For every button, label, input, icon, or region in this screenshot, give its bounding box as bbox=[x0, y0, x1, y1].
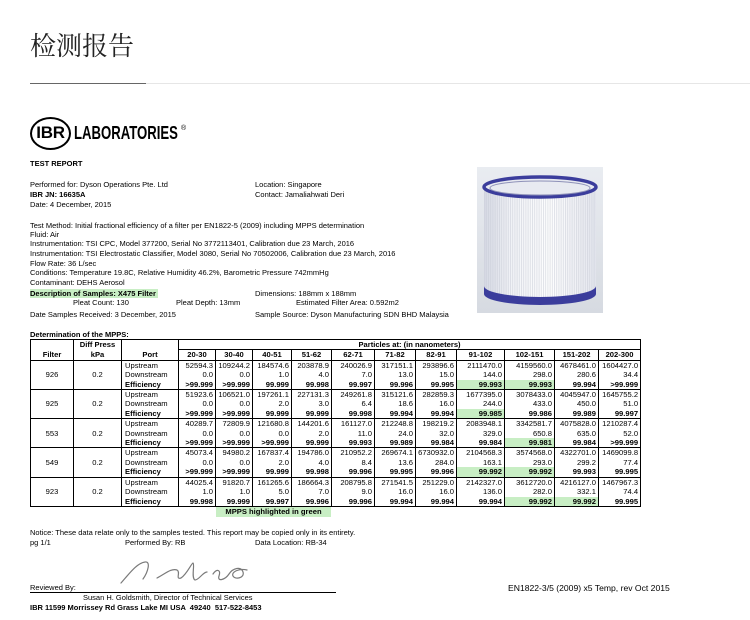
contact: Contact: Jamaliahwati Deri bbox=[255, 190, 345, 199]
value-cell: 144.0 bbox=[457, 370, 505, 379]
date-received: Date Samples Received: 3 December, 2015 bbox=[30, 310, 176, 319]
value-cell: 635.0 bbox=[555, 429, 599, 438]
value-cell: 8.4 bbox=[332, 458, 375, 467]
header-port: Port bbox=[122, 350, 179, 360]
value-cell: 99.994 bbox=[375, 409, 416, 419]
value-cell: >99.999 bbox=[216, 380, 253, 390]
value-cell: 1467967.3 bbox=[599, 477, 641, 487]
value-cell: 99.999 bbox=[292, 409, 332, 419]
header-size-71-82: 71-82 bbox=[375, 350, 416, 360]
value-cell: 99.998 bbox=[179, 497, 216, 507]
table-row bbox=[31, 487, 641, 496]
value-cell: 227131.3 bbox=[292, 390, 332, 400]
value-cell: 280.6 bbox=[555, 370, 599, 379]
value-cell: 72809.9 bbox=[216, 419, 253, 429]
value-cell: 161127.0 bbox=[332, 419, 375, 429]
value-cell: 298.0 bbox=[505, 370, 555, 379]
value-cell: 284.0 bbox=[416, 458, 457, 467]
table-row bbox=[31, 370, 641, 379]
diff-press-value: 0.2 bbox=[74, 477, 122, 506]
value-cell: 99.998 bbox=[292, 380, 332, 390]
mpps-cell: 99.993 bbox=[505, 380, 555, 390]
value-cell: 433.0 bbox=[505, 399, 555, 408]
filter-photo bbox=[477, 167, 603, 313]
mpps-legend: MPPS highlighted in green bbox=[216, 507, 331, 517]
performed-by: Performed By: RB bbox=[125, 538, 186, 547]
value-cell: 0.0 bbox=[216, 458, 253, 467]
value-cell: 186664.3 bbox=[292, 477, 332, 487]
contaminant: Contaminant: DEHS Aerosol bbox=[30, 278, 125, 287]
header-size-30-40: 30-40 bbox=[216, 350, 253, 360]
table-header-row bbox=[31, 340, 641, 350]
port-label: Upstream bbox=[122, 477, 179, 487]
header-size-151-202: 151-202 bbox=[555, 350, 599, 360]
value-cell: 32.0 bbox=[416, 429, 457, 438]
value-cell: 2104568.3 bbox=[457, 448, 505, 458]
value-cell: 99.989 bbox=[555, 409, 599, 419]
value-cell: 4678461.0 bbox=[555, 360, 599, 370]
value-cell: 99.999 bbox=[253, 380, 292, 390]
value-cell: 136.0 bbox=[457, 487, 505, 496]
header-size-202-300: 202-300 bbox=[599, 350, 641, 360]
value-cell: 0.0 bbox=[179, 458, 216, 467]
value-cell: 99.996 bbox=[292, 497, 332, 507]
value-cell: 18.6 bbox=[375, 399, 416, 408]
value-cell: 99.994 bbox=[457, 497, 505, 507]
filter-id: 926 bbox=[31, 360, 74, 389]
reviewer-name: Susan H. Goldsmith, Director of Technical Services bbox=[83, 593, 253, 602]
value-cell: 24.0 bbox=[375, 429, 416, 438]
port-label: Efficiency bbox=[122, 409, 179, 419]
value-cell: 99.984 bbox=[457, 438, 505, 448]
value-cell: 16.0 bbox=[375, 487, 416, 496]
value-cell: 3342581.7 bbox=[505, 419, 555, 429]
value-cell: 271541.5 bbox=[375, 477, 416, 487]
value-cell: 99.993 bbox=[332, 438, 375, 448]
table-row bbox=[31, 477, 641, 487]
value-cell: 13.0 bbox=[375, 370, 416, 379]
value-cell: 99.996 bbox=[416, 467, 457, 477]
value-cell: >99.999 bbox=[216, 438, 253, 448]
title-underline bbox=[30, 83, 146, 84]
value-cell: >99.999 bbox=[599, 380, 641, 390]
port-label: Efficiency bbox=[122, 467, 179, 477]
value-cell: 650.8 bbox=[505, 429, 555, 438]
header-diff-press: Diff Press bbox=[74, 340, 122, 350]
mpps-title: Determination of the MPPS: bbox=[30, 330, 129, 339]
value-cell: 99.996 bbox=[375, 380, 416, 390]
value-cell: 16.0 bbox=[416, 487, 457, 496]
table-row bbox=[31, 399, 641, 408]
header-filter-top bbox=[31, 340, 74, 350]
table-header-row bbox=[31, 350, 641, 360]
value-cell: 9.0 bbox=[332, 487, 375, 496]
value-cell: 1.0 bbox=[179, 487, 216, 496]
value-cell: 4159560.0 bbox=[505, 360, 555, 370]
value-cell: 299.2 bbox=[555, 458, 599, 467]
reviewed-by-label: Reviewed By: bbox=[30, 583, 76, 592]
value-cell: 0.0 bbox=[179, 429, 216, 438]
value-cell: 99.997 bbox=[332, 380, 375, 390]
value-cell: 34.4 bbox=[599, 370, 641, 379]
value-cell: 99.984 bbox=[416, 438, 457, 448]
value-cell: 99.999 bbox=[292, 438, 332, 448]
value-cell: 332.1 bbox=[555, 487, 599, 496]
table-row bbox=[31, 409, 641, 419]
value-cell: >99.999 bbox=[253, 438, 292, 448]
value-cell: 3574568.0 bbox=[505, 448, 555, 458]
port-label: Downstream bbox=[122, 458, 179, 467]
filter-area: Estimated Filter Area: 0.592m2 bbox=[296, 298, 399, 307]
value-cell: 3612720.0 bbox=[505, 477, 555, 487]
sample-description: Description of Samples: X475 Filter bbox=[30, 289, 156, 298]
dimensions: Dimensions: 188mm x 188mm bbox=[255, 289, 357, 298]
value-cell: >99.999 bbox=[179, 467, 216, 477]
value-cell: 13.6 bbox=[375, 458, 416, 467]
value-cell: 99.999 bbox=[253, 467, 292, 477]
test-method: Test Method: Initial fractional efficiency of a filter per EN1822-5 (2009) including MPPS determination bbox=[30, 221, 365, 230]
value-cell: 3078433.0 bbox=[505, 390, 555, 400]
job-number: IBR JN: 16635A bbox=[30, 190, 86, 199]
value-cell: 94980.2 bbox=[216, 448, 253, 458]
diff-press-value: 0.2 bbox=[74, 419, 122, 448]
table-row bbox=[31, 467, 641, 477]
fluid: Fluid: Air bbox=[30, 230, 60, 239]
port-label: Efficiency bbox=[122, 497, 179, 507]
mpps-cell: 99.992 bbox=[457, 467, 505, 477]
mpps-cell: 99.981 bbox=[505, 438, 555, 448]
value-cell: 99.989 bbox=[375, 438, 416, 448]
value-cell: 167837.4 bbox=[253, 448, 292, 458]
filter-id: 923 bbox=[31, 477, 74, 506]
value-cell: 4075828.0 bbox=[555, 419, 599, 429]
value-cell: 450.0 bbox=[555, 399, 599, 408]
value-cell: 2.0 bbox=[292, 429, 332, 438]
value-cell: 1.0 bbox=[216, 487, 253, 496]
value-cell: 99.995 bbox=[416, 380, 457, 390]
value-cell: 1677395.0 bbox=[457, 390, 505, 400]
port-label: Downstream bbox=[122, 429, 179, 438]
value-cell: 2083948.1 bbox=[457, 419, 505, 429]
value-cell: 99.997 bbox=[599, 409, 641, 419]
value-cell: 99.994 bbox=[555, 380, 599, 390]
value-cell: 317151.1 bbox=[375, 360, 416, 370]
port-label: Downstream bbox=[122, 487, 179, 496]
table-row bbox=[31, 380, 641, 390]
port-label: Upstream bbox=[122, 360, 179, 370]
value-cell: 4216127.0 bbox=[555, 477, 599, 487]
mpps-cell: 99.985 bbox=[457, 409, 505, 419]
value-cell: 269674.1 bbox=[375, 448, 416, 458]
value-cell: 1469099.8 bbox=[599, 448, 641, 458]
value-cell: 144201.6 bbox=[292, 419, 332, 429]
value-cell: 161265.6 bbox=[253, 477, 292, 487]
header-filter: Filter bbox=[31, 350, 74, 360]
value-cell: 212248.8 bbox=[375, 419, 416, 429]
mpps-cell: 99.992 bbox=[505, 467, 555, 477]
diff-press-value: 0.2 bbox=[74, 390, 122, 419]
logo-name: LABORATORIES bbox=[74, 123, 178, 143]
value-cell: 99.993 bbox=[555, 467, 599, 477]
header-particles: Particles at: (in nanometers) bbox=[179, 340, 641, 350]
report-date: Date: 4 December, 2015 bbox=[30, 200, 112, 209]
table-row bbox=[31, 429, 641, 438]
value-cell: 184574.6 bbox=[253, 360, 292, 370]
value-cell: 106521.0 bbox=[216, 390, 253, 400]
filter-id: 549 bbox=[31, 448, 74, 477]
value-cell: 99.994 bbox=[375, 497, 416, 507]
mpps-table-header bbox=[31, 340, 641, 361]
port-label: Efficiency bbox=[122, 380, 179, 390]
logo-registered-mark: ® bbox=[181, 125, 187, 132]
value-cell: 6730932.0 bbox=[416, 448, 457, 458]
header-size-51-62: 51-62 bbox=[292, 350, 332, 360]
value-cell: 4.0 bbox=[292, 370, 332, 379]
diff-press-value: 0.2 bbox=[74, 448, 122, 477]
sample-source: Sample Source: Dyson Manufacturing SDN BHD Malaysia bbox=[255, 310, 449, 319]
value-cell: 0.0 bbox=[216, 399, 253, 408]
value-cell: 282.0 bbox=[505, 487, 555, 496]
lab-address: IBR 11599 Morrissey Rd Grass Lake MI USA 49240 517-522-8453 bbox=[30, 603, 262, 612]
value-cell: 4322701.0 bbox=[555, 448, 599, 458]
performed-for: Performed for: Dyson Operations Pte. Ltd bbox=[30, 180, 168, 189]
port-label: Efficiency bbox=[122, 438, 179, 448]
value-cell: 249261.8 bbox=[332, 390, 375, 400]
value-cell: 91820.7 bbox=[216, 477, 253, 487]
flow-rate: Flow Rate: 36 L/sec bbox=[30, 259, 97, 268]
value-cell: 99.995 bbox=[599, 467, 641, 477]
value-cell: 5.0 bbox=[253, 487, 292, 496]
value-cell: 99.984 bbox=[555, 438, 599, 448]
value-cell: 0.0 bbox=[179, 399, 216, 408]
value-cell: 44025.4 bbox=[179, 477, 216, 487]
mpps-section bbox=[30, 339, 640, 517]
value-cell: 0.0 bbox=[216, 429, 253, 438]
value-cell: 282859.3 bbox=[416, 390, 457, 400]
value-cell: 251229.0 bbox=[416, 477, 457, 487]
value-cell: 51923.6 bbox=[179, 390, 216, 400]
page-title: 检测报告 bbox=[30, 32, 135, 62]
title-divider bbox=[146, 83, 750, 84]
value-cell: 244.0 bbox=[457, 399, 505, 408]
value-cell: 7.0 bbox=[332, 370, 375, 379]
diff-press-value: 0.2 bbox=[74, 360, 122, 389]
value-cell: 194786.0 bbox=[292, 448, 332, 458]
table-row bbox=[31, 458, 641, 467]
value-cell: 99.994 bbox=[416, 497, 457, 507]
port-label: Downstream bbox=[122, 399, 179, 408]
value-cell: >99.999 bbox=[216, 467, 253, 477]
value-cell: >99.999 bbox=[179, 409, 216, 419]
notice: Notice: These data relate only to the samples tested. This report may be copied only in its entirety. bbox=[30, 528, 356, 537]
value-cell: 0.0 bbox=[179, 370, 216, 379]
value-cell: 74.4 bbox=[599, 487, 641, 496]
conditions: Conditions: Temperature 19.8C, Relative Humidity 46.2%, Barometric Pressure 742mmHg bbox=[30, 268, 329, 277]
value-cell: >99.999 bbox=[179, 438, 216, 448]
value-cell: 7.0 bbox=[292, 487, 332, 496]
mpps-table-body bbox=[31, 360, 641, 506]
value-cell: 99.995 bbox=[599, 497, 641, 507]
table-row bbox=[31, 497, 641, 507]
value-cell: 1645755.2 bbox=[599, 390, 641, 400]
value-cell: 109244.2 bbox=[216, 360, 253, 370]
data-location: Data Location: RB-34 bbox=[255, 538, 327, 547]
value-cell: 4045947.0 bbox=[555, 390, 599, 400]
value-cell: 208795.8 bbox=[332, 477, 375, 487]
value-cell: >99.999 bbox=[179, 380, 216, 390]
pleat-count: Pleat Count: 130 bbox=[73, 298, 129, 307]
value-cell: 240026.9 bbox=[332, 360, 375, 370]
value-cell: 2111470.0 bbox=[457, 360, 505, 370]
value-cell: 293.0 bbox=[505, 458, 555, 467]
mpps-cell: 99.992 bbox=[505, 497, 555, 507]
value-cell: 2142327.0 bbox=[457, 477, 505, 487]
value-cell: 99.998 bbox=[292, 467, 332, 477]
location: Location: Singapore bbox=[255, 180, 322, 189]
value-cell: 99.997 bbox=[253, 497, 292, 507]
value-cell: 15.0 bbox=[416, 370, 457, 379]
value-cell: 99.986 bbox=[505, 409, 555, 419]
header-size-20-30: 20-30 bbox=[179, 350, 216, 360]
header-kpa: kPa bbox=[74, 350, 122, 360]
value-cell: 203878.9 bbox=[292, 360, 332, 370]
value-cell: 3.0 bbox=[292, 399, 332, 408]
reviewer-signature bbox=[115, 554, 250, 588]
value-cell: 52.0 bbox=[599, 429, 641, 438]
mpps-cell: 99.993 bbox=[457, 380, 505, 390]
value-cell: >99.999 bbox=[216, 409, 253, 419]
value-cell: 197261.1 bbox=[253, 390, 292, 400]
value-cell: 51.0 bbox=[599, 399, 641, 408]
pleat-depth: Pleat Depth: 13mm bbox=[176, 298, 241, 307]
table-row bbox=[31, 390, 641, 400]
value-cell: 1604427.0 bbox=[599, 360, 641, 370]
value-cell: 329.0 bbox=[457, 429, 505, 438]
value-cell: 11.0 bbox=[332, 429, 375, 438]
value-cell: 4.0 bbox=[292, 458, 332, 467]
value-cell: 1210287.4 bbox=[599, 419, 641, 429]
instrumentation-classifier: Instrumentation: TSI Electrostatic Classifier, Model 3080, Serial No 70502006, Calibration due 23 March, 2016 bbox=[30, 249, 396, 258]
port-label: Downstream bbox=[122, 370, 179, 379]
value-cell: 198219.2 bbox=[416, 419, 457, 429]
table-row bbox=[31, 438, 641, 448]
value-cell: 99.995 bbox=[375, 467, 416, 477]
header-size-62-71: 62-71 bbox=[332, 350, 375, 360]
value-cell: 210952.2 bbox=[332, 448, 375, 458]
port-label: Upstream bbox=[122, 390, 179, 400]
logo-mark: IBR bbox=[36, 123, 65, 142]
value-cell: 315121.6 bbox=[375, 390, 416, 400]
port-label: Upstream bbox=[122, 448, 179, 458]
value-cell: 0.0 bbox=[253, 429, 292, 438]
port-label: Upstream bbox=[122, 419, 179, 429]
table-row bbox=[31, 419, 641, 429]
page-number: pg 1/1 bbox=[30, 538, 51, 547]
filter-id: 553 bbox=[31, 419, 74, 448]
value-cell: 99.996 bbox=[332, 497, 375, 507]
value-cell: 99.994 bbox=[416, 409, 457, 419]
report-heading: TEST REPORT bbox=[30, 159, 83, 168]
value-cell: >99.999 bbox=[599, 438, 641, 448]
value-cell: 0.0 bbox=[216, 370, 253, 379]
value-cell: 16.0 bbox=[416, 399, 457, 408]
value-cell: 121680.8 bbox=[253, 419, 292, 429]
value-cell: 99.996 bbox=[332, 467, 375, 477]
value-cell: 1.0 bbox=[253, 370, 292, 379]
value-cell: 99.999 bbox=[216, 497, 253, 507]
header-size-40-51: 40-51 bbox=[253, 350, 292, 360]
value-cell: 52594.3 bbox=[179, 360, 216, 370]
mpps-cell: 99.992 bbox=[555, 497, 599, 507]
header-size-102-151: 102-151 bbox=[505, 350, 555, 360]
instrumentation-cpc: Instrumentation: TSI CPC, Model 377200, Serial No 3772113401, Calibration due 23 March, 2016 bbox=[30, 239, 355, 248]
header-port-top bbox=[122, 340, 179, 350]
value-cell: 40289.7 bbox=[179, 419, 216, 429]
table-row bbox=[31, 448, 641, 458]
value-cell: 2.0 bbox=[253, 458, 292, 467]
value-cell: 77.4 bbox=[599, 458, 641, 467]
value-cell: 45073.4 bbox=[179, 448, 216, 458]
value-cell: 163.1 bbox=[457, 458, 505, 467]
value-cell: 6.4 bbox=[332, 399, 375, 408]
mpps-table bbox=[30, 339, 641, 507]
value-cell: 99.999 bbox=[253, 409, 292, 419]
document-revision: EN1822-3/5 (2009) x5 Temp, rev Oct 2015 bbox=[508, 583, 670, 593]
table-row bbox=[31, 360, 641, 370]
header-size-91-102: 91-102 bbox=[457, 350, 505, 360]
filter-id: 925 bbox=[31, 390, 74, 419]
value-cell: 2.0 bbox=[253, 399, 292, 408]
value-cell: 293896.6 bbox=[416, 360, 457, 370]
value-cell: 99.998 bbox=[332, 409, 375, 419]
header-size-82-91: 82-91 bbox=[416, 350, 457, 360]
